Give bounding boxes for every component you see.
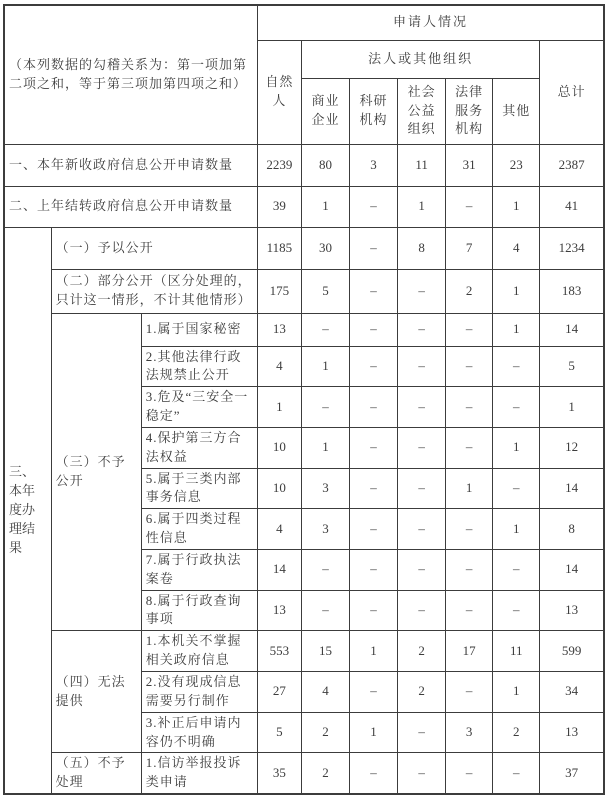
data-cell: 12 [540, 427, 604, 468]
data-cell: – [446, 590, 493, 631]
item-label: 6.属于四类过程性信息 [141, 509, 257, 550]
data-cell: 1 [493, 427, 540, 468]
data-cell: 1 [257, 387, 301, 428]
data-cell: 30 [301, 227, 349, 269]
row-label: 一、本年新收政府信息公开申请数量 [4, 144, 257, 186]
data-cell: – [446, 387, 493, 428]
data-cell: 2 [301, 712, 349, 753]
data-cell: 2387 [540, 144, 604, 186]
data-cell: 13 [257, 590, 301, 631]
data-cell: – [493, 468, 540, 509]
data-cell: – [350, 346, 398, 387]
info-disclosure-applications-table [3, 4, 605, 795]
data-cell: – [398, 468, 446, 509]
data-cell: 1 [301, 186, 349, 227]
data-cell: 2 [301, 753, 349, 794]
data-cell: – [350, 549, 398, 590]
data-cell: 13 [540, 712, 604, 753]
data-cell: 1 [301, 346, 349, 387]
data-cell: – [398, 509, 446, 550]
data-cell: 1234 [540, 227, 604, 269]
data-cell: 27 [257, 672, 301, 713]
data-cell: 1 [493, 269, 540, 313]
data-cell: 15 [301, 631, 349, 672]
item-label: 7.属于行政执法案卷 [141, 549, 257, 590]
data-cell: 14 [257, 549, 301, 590]
data-cell: – [398, 549, 446, 590]
data-cell: 8 [398, 227, 446, 269]
data-cell: – [350, 590, 398, 631]
data-cell: – [493, 549, 540, 590]
data-cell: 7 [446, 227, 493, 269]
data-cell: 1 [493, 509, 540, 550]
data-cell: 2 [398, 631, 446, 672]
data-cell: 4 [301, 672, 349, 713]
data-cell: – [398, 590, 446, 631]
data-cell: – [398, 712, 446, 753]
data-cell: 8 [540, 509, 604, 550]
data-cell: 3 [301, 509, 349, 550]
row-denied-1 [4, 313, 604, 346]
header-social-welfare-org: 社会公益组织 [398, 78, 446, 144]
data-cell: – [301, 590, 349, 631]
data-cell: 4 [257, 346, 301, 387]
data-cell: – [398, 427, 446, 468]
data-cell: 35 [257, 753, 301, 794]
data-cell: 3 [350, 144, 398, 186]
row-granted [4, 227, 604, 269]
data-cell: – [446, 313, 493, 346]
data-cell: – [350, 427, 398, 468]
group-label-not-processed: （五）不予处理 [51, 753, 141, 794]
data-cell: – [446, 427, 493, 468]
data-cell: 1 [301, 427, 349, 468]
header-legal-service-org: 法律服务机构 [446, 78, 493, 144]
item-label: 5.属于三类内部事务信息 [141, 468, 257, 509]
row-not-processed-1 [4, 753, 604, 794]
data-cell: 14 [540, 549, 604, 590]
data-cell: 10 [257, 427, 301, 468]
data-cell: 14 [540, 313, 604, 346]
data-cell: 3 [301, 468, 349, 509]
data-cell: – [398, 387, 446, 428]
group-label-partial: （二）部分公开（区分处理的，只计这一情形，不计其他情形） [51, 269, 257, 313]
item-label: 3.补正后申请内容仍不明确 [141, 712, 257, 753]
data-cell: 10 [257, 468, 301, 509]
header-other: 其他 [493, 78, 540, 144]
header-research-institution: 科研机构 [350, 78, 398, 144]
item-label: 8.属于行政查询事项 [141, 590, 257, 631]
item-label: 2.没有现成信息需要另行制作 [141, 672, 257, 713]
data-cell: 11 [398, 144, 446, 186]
data-cell: 4 [257, 509, 301, 550]
data-cell: 5 [257, 712, 301, 753]
data-cell: 2 [493, 712, 540, 753]
data-cell: 1 [540, 387, 604, 428]
data-cell: 599 [540, 631, 604, 672]
row-partial [4, 269, 604, 313]
data-cell: 37 [540, 753, 604, 794]
header-total: 总计 [540, 40, 604, 144]
data-cell: 80 [301, 144, 349, 186]
data-cell: 1 [350, 712, 398, 753]
data-cell: 1 [493, 672, 540, 713]
data-cell: 14 [540, 468, 604, 509]
data-cell: – [350, 186, 398, 227]
data-cell: – [446, 509, 493, 550]
data-cell: 553 [257, 631, 301, 672]
header-natural-person: 自然人 [257, 40, 301, 144]
data-cell: – [350, 468, 398, 509]
data-cell: 5 [301, 269, 349, 313]
data-cell: 4 [493, 227, 540, 269]
data-cell: 1 [493, 186, 540, 227]
data-cell: 11 [493, 631, 540, 672]
data-cell: 13 [540, 590, 604, 631]
data-cell: 1 [446, 468, 493, 509]
corner-note: （本列数据的勾稽关系为：第一项加第二项之和，等于第三项加第四项之和） [4, 5, 257, 144]
row-label: 二、上年结转政府信息公开申请数量 [4, 186, 257, 227]
data-cell: – [446, 672, 493, 713]
group-label-unable: （四）无法提供 [51, 631, 141, 753]
item-label: 3.危及“三安全一稳定” [141, 387, 257, 428]
data-cell: – [398, 313, 446, 346]
data-cell: 183 [540, 269, 604, 313]
row-carryover-requests [4, 186, 604, 227]
data-cell: 175 [257, 269, 301, 313]
data-cell: 23 [493, 144, 540, 186]
data-cell: – [493, 753, 540, 794]
header-row-1 [4, 5, 604, 40]
data-cell: – [446, 753, 493, 794]
data-cell: 1 [493, 313, 540, 346]
item-label: 1.本机关不掌握相关政府信息 [141, 631, 257, 672]
item-label: 1.信访举报投诉类申请 [141, 753, 257, 794]
data-cell: – [350, 227, 398, 269]
group-label-granted: （一）予以公开 [51, 227, 257, 269]
header-commercial-enterprise: 商业企业 [301, 78, 349, 144]
data-cell: – [446, 186, 493, 227]
header-legal-or-other-org: 法人或其他组织 [301, 40, 539, 78]
data-cell: 2239 [257, 144, 301, 186]
item-label: 2.其他法律行政法规禁止公开 [141, 346, 257, 387]
data-cell: – [493, 590, 540, 631]
data-cell: – [301, 313, 349, 346]
data-cell: – [350, 753, 398, 794]
item-label: 4.保护第三方合法权益 [141, 427, 257, 468]
data-cell: – [398, 753, 446, 794]
data-cell: 2 [446, 269, 493, 313]
data-cell: 1 [350, 631, 398, 672]
data-cell: – [493, 346, 540, 387]
header-applicant-status: 申请人情况 [257, 5, 604, 40]
data-cell: – [350, 509, 398, 550]
item-label: 1.属于国家秘密 [141, 313, 257, 346]
data-cell: 3 [446, 712, 493, 753]
data-cell: 41 [540, 186, 604, 227]
data-cell: – [446, 346, 493, 387]
data-cell: 34 [540, 672, 604, 713]
data-cell: 17 [446, 631, 493, 672]
row-new-requests [4, 144, 604, 186]
data-cell: – [350, 387, 398, 428]
data-cell: – [398, 346, 446, 387]
data-cell: 1 [398, 186, 446, 227]
data-cell: 31 [446, 144, 493, 186]
group-label-denied: （三）不予公开 [51, 313, 141, 631]
data-cell: – [493, 387, 540, 428]
data-cell: 2 [398, 672, 446, 713]
data-cell: 13 [257, 313, 301, 346]
data-cell: 5 [540, 346, 604, 387]
data-cell: 39 [257, 186, 301, 227]
data-cell: – [301, 387, 349, 428]
row-unable-1 [4, 631, 604, 672]
data-cell: – [350, 269, 398, 313]
data-cell: – [350, 313, 398, 346]
section-label-results: 三、本年度办理结果 [4, 227, 51, 794]
data-cell: – [446, 549, 493, 590]
data-cell: – [301, 549, 349, 590]
data-cell: – [398, 269, 446, 313]
data-cell: 1185 [257, 227, 301, 269]
data-cell: – [350, 672, 398, 713]
